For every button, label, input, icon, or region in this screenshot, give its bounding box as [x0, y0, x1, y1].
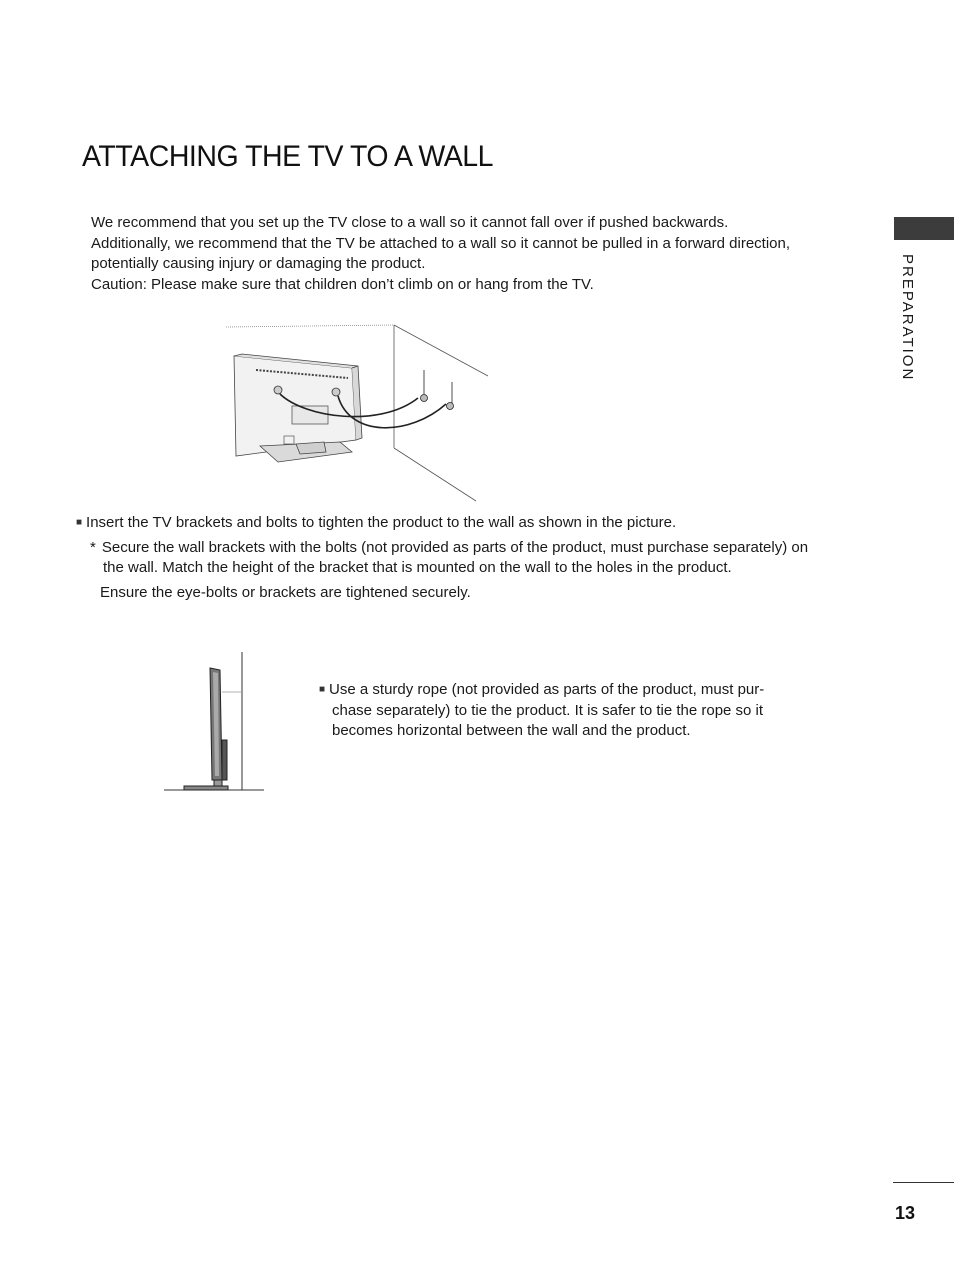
bullet-text: Insert the TV brackets and bolts to tighten the product to the wall as shown in the picture. — [86, 514, 677, 531]
note-item — [76, 538, 836, 559]
bullet-continuation: becomes horizontal between the wall and the product. — [332, 722, 691, 739]
page-title: ATTACHING THE TV TO A WALL — [82, 140, 494, 173]
intro-line: Additionally, we recommend that the TV be attached to a wall so it cannot be pulled in a forward direction, — [91, 234, 791, 252]
bullet-item — [319, 680, 789, 701]
rope-instructions — [319, 680, 789, 742]
intro-line: potentially causing injury or damaging the product. — [91, 255, 426, 272]
footer-divider — [893, 1182, 954, 1183]
bullet-marker: ■ — [319, 684, 326, 695]
section-tab-marker — [894, 217, 954, 240]
bullet-continuation: chase separately) to tie the product. It is safer to tie the rope so it — [332, 701, 764, 719]
note-marker: * — [90, 538, 96, 556]
note-item-secure: Ensure the eye-bolts or brackets are tightened securely. — [100, 583, 471, 601]
page-number: 13 — [895, 1203, 916, 1223]
bracket-instructions — [76, 513, 836, 603]
bullet-item — [76, 513, 836, 534]
bullet-marker: ■ — [76, 517, 83, 528]
caution-text: Caution: Please make sure that children don’t climb on or hang from the TV. — [91, 275, 594, 293]
note-continuation: the wall. Match the height of the bracket that is mounted on the wall to the holes in the product. — [103, 559, 732, 576]
bullet-text: Use a sturdy rope (not provided as parts of the product, must pur- — [329, 681, 765, 698]
tv-side-view-illustration — [160, 648, 270, 796]
note-text: Secure the wall brackets with the bolts (not provided as parts of the product, must purchase separately) on — [101, 538, 809, 556]
intro-text — [91, 213, 831, 295]
section-label: PREPARATION — [899, 254, 916, 382]
intro-line: We recommend that you set up the TV close to a wall so it cannot fall over if pushed backwards. — [91, 214, 729, 231]
tv-wall-attachment-illustration — [220, 318, 500, 508]
